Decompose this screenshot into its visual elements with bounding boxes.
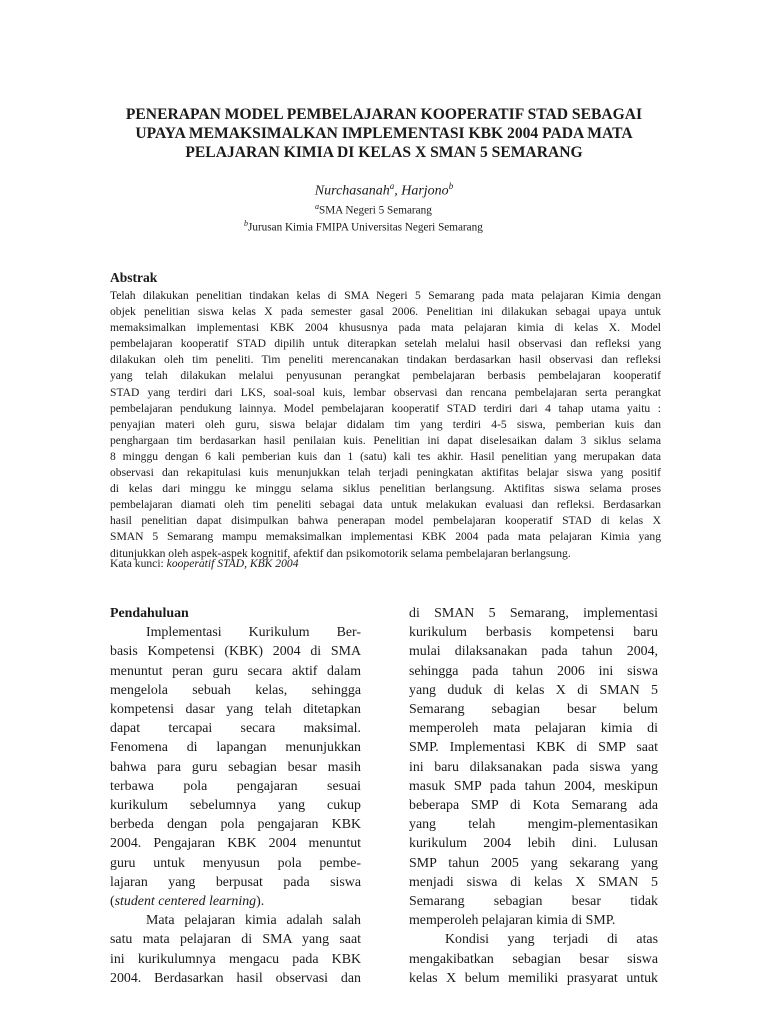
affiliation-text: SMA Negeri 5 Semarang	[319, 204, 432, 217]
keywords-label: Kata kunci:	[110, 557, 167, 570]
text-line: mengelola sebuah kelas, sehingga	[110, 682, 361, 698]
affiliation-b	[244, 219, 483, 234]
text-line: mulai dilaksanakan pada tahun 2004,	[409, 644, 658, 660]
abstract-line: di kelas dari minggu ke minggu selama siklus penelitian berlangsung. Aktifitas siswa selama proses	[110, 482, 661, 496]
text-line: 2004. Berdasarkan hasil observasi dan	[110, 970, 361, 986]
text-line: berbeda dengan pola pengajaran KBK	[110, 817, 361, 833]
abstract-line: STAD yang terdiri dari LKS, soal-soal kuis, lembar observasi dan rencana pembelajaran serta perangkat	[110, 385, 661, 399]
paper-title	[100, 105, 668, 162]
abstract-line: pembelajaran diamati oleh tim peneliti sebagai data untuk melakukan evaluasi dan refleksi. Berdasarkan	[110, 498, 661, 512]
text-line: guru untuk menyusun pola pembe-	[110, 855, 361, 871]
abstract-line: objek penelitian siswa kelas X pada semester gasal 2006. Penelitian ini dilakukan sebagai upaya untuk	[110, 305, 661, 319]
text-line: yang telah mengim-plementasikan	[409, 817, 658, 833]
abstract-line: penyajian materi oleh guru, siswa belajar didalam tim yang terdiri 4-5 siswa, pemberian kuis dan	[110, 417, 661, 431]
text-line: Fenomena di lapangan menunjukkan	[110, 740, 361, 756]
abstract-line: Telah dilakukan penelitian tindakan kelas di SMA Negeri 5 Semarang pada mata pelajaran Kimia dengan	[110, 289, 661, 302]
text-line: kurikulum 2004 lebih dini. Lulusan	[409, 836, 658, 852]
italic-term: student centered learning	[114, 894, 257, 910]
text-line: kurikulum sebelumnya yang cukup	[110, 798, 361, 814]
abstract-line: penghargaan tim berdasarkan hasil penilaian kuis. Penelitian ini dapat diselesaikan dalam 3 siklus selama	[110, 433, 661, 447]
text-line: masuk SMP pada tahun 2004, meskipun	[409, 778, 658, 794]
abstract-line: pembelajaran kooperatif STAD dipilih untuk diterapkan setelah melalui hasil observasi dan refleksi yang	[110, 337, 661, 351]
abstract-line: hasil penelitian dapat disimpulkan bahwa penerapan model pembelajaran kooperatif STAD di kelas X	[110, 514, 661, 528]
text-line: SMP tahun 2005 yang sekarang yang	[409, 855, 658, 871]
text-line: Semarang sebagian besar belum	[409, 702, 658, 718]
text-line: basis Kompetensi (KBK) 2004 di SMA	[110, 644, 361, 660]
author-separator: ,	[394, 183, 402, 199]
text-line: Kondisi yang terjadi di atas	[445, 932, 658, 948]
title-line: PELAJARAN KIMIA DI KELAS X SMAN 5 SEMARANG	[185, 144, 583, 161]
affiliation-mark: b	[448, 181, 454, 191]
keywords-value: kooperatif STAD, KBK 2004	[166, 557, 299, 570]
text-line: sehingga pada tahun 2006 ini siswa	[409, 663, 658, 679]
affiliation-text: Jurusan Kimia FMIPA Universitas Negeri Semarang	[248, 221, 483, 234]
text-line: kurikulum berbasis kompetensi baru	[409, 625, 658, 641]
text-line: Semarang sebagian besar tidak	[409, 894, 658, 910]
affiliation-a	[315, 202, 432, 217]
text-line: (student centered learning).	[110, 894, 265, 910]
abstract-line: pembelajaran pendukung lainnya. Model pembelajaran kooperatif STAD terdiri dari 4 tahap utama yaitu :	[110, 401, 661, 415]
text-line: memperoleh pelajaran kimia di SMP.	[409, 913, 616, 929]
text-line: kompetensi dasar yang telah ditetapkan	[110, 702, 361, 718]
affiliation-mark: b	[244, 219, 248, 228]
text-line: mengakibatkan sebagian besar siswa	[409, 951, 658, 967]
keywords	[110, 557, 299, 570]
affiliation-mark: a	[389, 181, 395, 191]
author-name: Harjono	[401, 183, 449, 199]
title-line: UPAYA MEMAKSIMALKAN IMPLEMENTASI KBK 2004 PADA MATA	[135, 125, 633, 142]
text-line: menjadi siswa di kelas X SMAN 5	[409, 874, 658, 890]
text-line: menuntut peran guru secara aktif dalam	[110, 663, 361, 679]
affiliation-mark: a	[315, 202, 319, 211]
text-line: kelas X belum memiliki prasyarat untuk	[409, 970, 658, 986]
text-line: terbawa pola pengajaran sesuai	[110, 778, 361, 794]
title-line: PENERAPAN MODEL PEMBELAJARAN KOOPERATIF STAD SEBAGAI	[125, 106, 643, 123]
text-line: yang duduk di kelas X di SMAN 5	[409, 682, 658, 698]
abstract-line: dilakukan oleh tim peneliti. Tim peneliti merencanakan tindakan berdasarkan hasil observasi dan refleksi	[110, 353, 661, 367]
text-line: satu mata pelajaran di SMA yang saat	[110, 932, 361, 948]
text-line: beberapa SMP di Kota Semarang ada	[409, 798, 658, 814]
text-line: bahwa para guru sebagian besar masih	[110, 759, 361, 775]
text-line: dapat tercapai secara maksimal.	[110, 721, 361, 737]
text-line: SMP. Implementasi KBK di SMP saat	[409, 740, 658, 756]
abstract-line: SMAN 5 Semarang mampu memaksimalkan implementasi KBK 2004 pada mata pelajaran Kimia yang	[110, 530, 661, 544]
text-line: ini kurikulumnya mengacu pada KBK	[110, 951, 361, 967]
text-line: Implementasi Kurikulum Ber-	[146, 625, 361, 641]
author-list	[0, 181, 768, 200]
text-line: memperoleh mata pelajaran kimia di	[409, 721, 658, 737]
body-column-right	[409, 604, 658, 988]
abstract-line: observasi dan rekapitulasi kuis menunjukkan telah terjadi peningkatan aktifitas belajar siswa yang positif	[110, 466, 661, 480]
section-heading: Pendahuluan	[110, 606, 189, 621]
abstract-body	[110, 288, 661, 562]
text-line: lajaran yang berpusat pada siswa	[110, 874, 361, 890]
text-line: Mata pelajaran kimia adalah salah	[146, 913, 361, 929]
abstract-line: memaksimalkan implementasi KBK 2004 khususnya pada mata pelajaran kimia di kelas X. Model	[110, 321, 661, 335]
abstract-heading: Abstrak	[110, 270, 158, 285]
abstract-line: yang telah dilakukan melalui penyusunan perangkat pembelajaran berbasis pembelajaran kooperatif	[110, 369, 661, 383]
author-name: Nurchasanah	[314, 183, 390, 199]
text-line: ini baru dilaksanakan pada siswa yang	[409, 759, 658, 775]
body-column-left	[110, 604, 361, 988]
abstract-line: ditunjukkan oleh aspek-aspek kognitif, afektif dan psikomotorik selama pembelajaran berlangsung.	[110, 546, 571, 560]
text-line: di SMAN 5 Semarang, implementasi	[409, 606, 658, 621]
abstract-line: 8 minggu dengan 6 kali pemberian kuis dan 1 (satu) kali tes akhir. Hasil penelitian yang merupakan data	[110, 449, 661, 463]
text-line: 2004. Pengajaran KBK 2004 menuntut	[110, 836, 361, 852]
